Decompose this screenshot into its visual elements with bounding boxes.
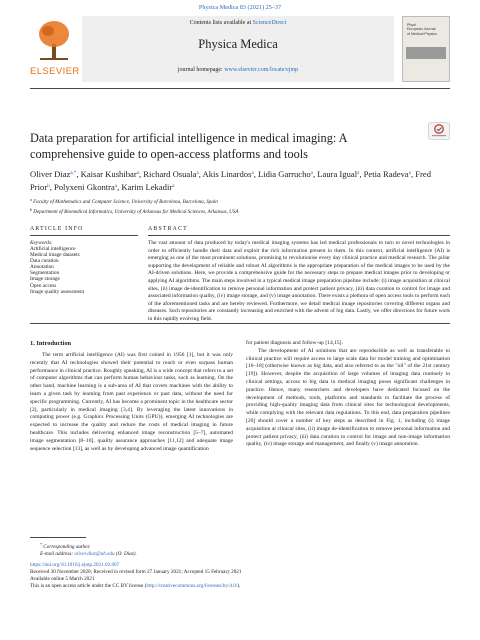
author[interactable]: Laura Igual bbox=[317, 169, 358, 179]
author-affiliation-sup[interactable]: a bbox=[310, 171, 313, 176]
author-affiliation-sup[interactable]: a bbox=[251, 171, 254, 176]
affiliation-sup: a bbox=[30, 197, 32, 202]
author-separator: , bbox=[138, 169, 144, 179]
doi-link[interactable]: https://doi.org/10.1016/j.ejmp.2021.02.007 bbox=[30, 562, 120, 568]
keyword: Open access bbox=[30, 282, 57, 289]
license-prefix: This is an open access article under the CC BY license ( bbox=[30, 583, 147, 589]
footnote-line bbox=[30, 542, 137, 551]
masthead-rule bbox=[30, 88, 450, 89]
keyword: Image storage bbox=[30, 276, 60, 283]
footnote-sup: * bbox=[40, 542, 42, 547]
footnote-label: Corresponding author. bbox=[43, 544, 91, 550]
author-affiliation-sup[interactable]: a bbox=[408, 171, 411, 176]
sciencedirect-link[interactable]: ScienceDirect bbox=[252, 20, 287, 26]
journal-reference[interactable]: Physica Medica 83 (2021) 25–37 bbox=[198, 4, 282, 11]
section-heading-introduction: 1. Introduction bbox=[30, 340, 72, 347]
email-link[interactable]: oliver.diaz@ub.edu bbox=[74, 550, 115, 557]
masthead-center bbox=[82, 16, 394, 82]
intro-right-column bbox=[246, 340, 450, 449]
cover-line: of Medical Physics bbox=[407, 31, 437, 36]
author-list bbox=[30, 168, 450, 193]
homepage-line bbox=[82, 67, 394, 73]
cover-line: Physi bbox=[407, 23, 416, 27]
cover-image-band bbox=[406, 47, 446, 59]
received-dates: Received 30 November 2020; Received in revised form 27 January 2021; Accepted 15 February 2021 bbox=[30, 569, 242, 575]
available-online: Available online 5 March 2021 bbox=[30, 576, 95, 582]
intro-paragraph: for patient diagnosis and follow-up [14,15]. bbox=[246, 340, 343, 346]
cover-text bbox=[407, 23, 437, 36]
keyword: Image quality assessment bbox=[30, 288, 85, 295]
author[interactable]: Karim Lekadir bbox=[121, 181, 173, 192]
author[interactable]: Polyxeni Gkontra bbox=[53, 181, 115, 192]
contents-prefix: Contents lists available at bbox=[189, 20, 253, 26]
author-affiliation-sup[interactable]: a bbox=[357, 171, 360, 176]
affiliation-b bbox=[30, 206, 450, 216]
keyword: Artificial intelligence bbox=[30, 246, 76, 252]
abstract-text: The vast amount of data produced by today's medical imaging systems has led medical professionals to turn to novel technologies in order to efficiently handle their data and exploit the rich information present in them. In this context, artificial intelligence (AI) is emerging as one of the most prominent solutions, promising to revolutionise every day clinical practice and medical research. The pillar supporting the development of reliable and robust AI algorithms is the appropriate preparation of the medical images to be used by the AI-driven solutions. Here, we provide a comprehensive guide for the necessary steps to prepare medical images prior to developing or applying AI algorithms. The main steps involved in a typical medical image preparation pipeline include: (i) image acquisition at clinical sites, (ii) image de-identification to remove personal information and protect patient privacy, (iii) data curation to control for image and associated information quality, (iv) image storage, and (v) image annotation. There exists a plethora of open access tools to perform each of the aforementioned tasks and are hereby reviewed. Furthermore, we detail medical image repositories covering different organs and diseases. Such repositories are constantly increasing and enriched with the advent of big data. Lastly, we offer directions for future work in this rapidly evolving field. bbox=[148, 240, 450, 322]
author-separator: , bbox=[312, 169, 318, 179]
article-info-rule bbox=[30, 235, 138, 236]
footnote-rule bbox=[30, 537, 86, 538]
journal-title: Physica Medica bbox=[198, 37, 278, 51]
cover-line: European Journal bbox=[407, 27, 436, 32]
article-info-heading: ARTICLE INFO bbox=[30, 226, 84, 232]
author[interactable]: Kaisar Kushibar bbox=[80, 169, 137, 179]
article-metadata bbox=[30, 562, 450, 590]
author-affiliation-sup[interactable]: b bbox=[47, 183, 50, 189]
author-separator: , bbox=[410, 169, 416, 179]
affiliations bbox=[30, 196, 450, 216]
keyword: Annotation bbox=[30, 264, 54, 271]
intro-paragraph: The development of AI solutions that are reproducible as well as transferable to clinical practice will require access to large scale data for model training and optimisation [16–18] (otherwise known as big data, and also referred to as the "oil" of the 21st century [19]). However, despite the acquisition of large volumes of imaging data routinely in clinical settings, access to big data in medical imaging poses significant challenges in practice. Hence, many researchers and developers have dedicated focused on the development of methods, tools, platforms and standards to facilitate the process of providing high-quality imaging data from clinical sites for technological developments, while complying with the relevant data regulations. To this end, data preparation pipelines [20] should cover a number of key steps as described in Fig. 1, including (i) image acquisition at clinical sites, (ii) image de-identification to remove personal information and protect patient privacy, (iii) data curation to control for image and non-image information quality, (iv) image storage and management, and finally (v) image annotation. bbox=[246, 347, 450, 448]
affiliation-a bbox=[30, 196, 450, 206]
email-suffix: (O. Diaz). bbox=[114, 550, 137, 557]
homepage-prefix: journal homepage: bbox=[177, 67, 225, 73]
email-line bbox=[30, 551, 137, 558]
keywords-list bbox=[30, 246, 84, 295]
contents-line bbox=[82, 20, 394, 26]
affiliation-sup: b bbox=[30, 207, 32, 213]
homepage-link[interactable]: www.elsevier.com/locate/ejmp bbox=[224, 67, 299, 73]
author-affiliation-sup[interactable]: a,* bbox=[70, 171, 77, 176]
corresponding-author-footnote bbox=[30, 542, 137, 557]
tree-icon bbox=[37, 18, 71, 62]
author[interactable]: Richard Osuala bbox=[143, 169, 197, 179]
affiliation-text: Department of Biomedical Informatics, University of Arkansas for Medical Sciences, Arkansas, USA bbox=[33, 209, 239, 216]
check-for-updates-icon[interactable] bbox=[428, 122, 450, 140]
abstract-heading: ABSTRACT bbox=[148, 226, 188, 232]
abstract-rule bbox=[148, 235, 450, 236]
email-prefix: E-mail address: bbox=[40, 550, 75, 557]
elsevier-logo[interactable] bbox=[30, 16, 78, 84]
keywords-heading: Keywords: bbox=[30, 240, 53, 246]
abstract-end-rule bbox=[30, 323, 450, 324]
author-separator: , bbox=[198, 169, 203, 179]
author-separator: , bbox=[253, 169, 258, 179]
author-separator: , bbox=[76, 169, 81, 179]
keyword: Segmentation bbox=[30, 270, 60, 277]
author-separator: , bbox=[49, 181, 54, 192]
author-affiliation-sup[interactable]: a bbox=[136, 171, 139, 176]
author-affiliation-sup[interactable]: a bbox=[114, 183, 118, 189]
author-affiliation-sup[interactable]: a bbox=[172, 183, 175, 189]
author-separator: , bbox=[359, 169, 364, 179]
license-line bbox=[30, 583, 450, 590]
author-separator: , bbox=[117, 181, 122, 192]
intro-left-column: The term artificial intelligence (AI) was first coined in 1956 [1], but it was only recently that AI technologies showed their potential to reach or even surpass human performance in clinical practice. Roughly speaking, AI is a wide concept that refers to a set of computer algorithms that can perform human behaviour tasks, such as learning. On the other hand, machine learning is a sub-area of AI that covers machines with the ability to learn a given task by learning from past experience or past data, without the need for specific programming. Currently, AI has become a prominent topic in the healthcare sector [2], particularly in medical imaging [3,4]. By leveraging the latest innovations in computing power (e.g. Graphics Processing Units (GPU)), emerging AI technologies are expected to increase the quality and reduce the costs of medical imaging in future healthcare. This includes delivering enhanced image reconstruction [5–7], automated image segmentation [8–10], quality assurance approaches [11,12] and adequate image sequence selection [13], as well as by developing advanced image quantification bbox=[30, 352, 233, 452]
keyword: Medical image datasets bbox=[30, 252, 80, 259]
author[interactable]: Lidia Garrucho bbox=[257, 169, 311, 179]
masthead bbox=[30, 16, 450, 86]
license-link[interactable]: http://creativecommons.org/licenses/by/4.0/ bbox=[146, 583, 238, 589]
affiliation-text: Faculty of Mathematics and Computer Science, University of Barcelona, Barcelona, Spain bbox=[33, 199, 218, 205]
author[interactable]: Fred Prior bbox=[30, 169, 432, 192]
author[interactable]: Akis Linardos bbox=[202, 169, 252, 179]
keyword: Data curation bbox=[30, 258, 59, 265]
author[interactable]: Petia Radeva bbox=[363, 169, 409, 179]
author-affiliation-sup[interactable]: a bbox=[196, 171, 199, 176]
elsevier-wordmark: ELSEVIER bbox=[30, 66, 80, 77]
article-title: Data preparation for artificial intelligence in medical imaging: A comprehensive guide to open-access platforms and tools bbox=[30, 131, 347, 161]
journal-cover-thumbnail[interactable] bbox=[402, 16, 450, 82]
license-suffix: ). bbox=[237, 583, 241, 589]
author[interactable]: Oliver Diaz bbox=[30, 169, 71, 179]
